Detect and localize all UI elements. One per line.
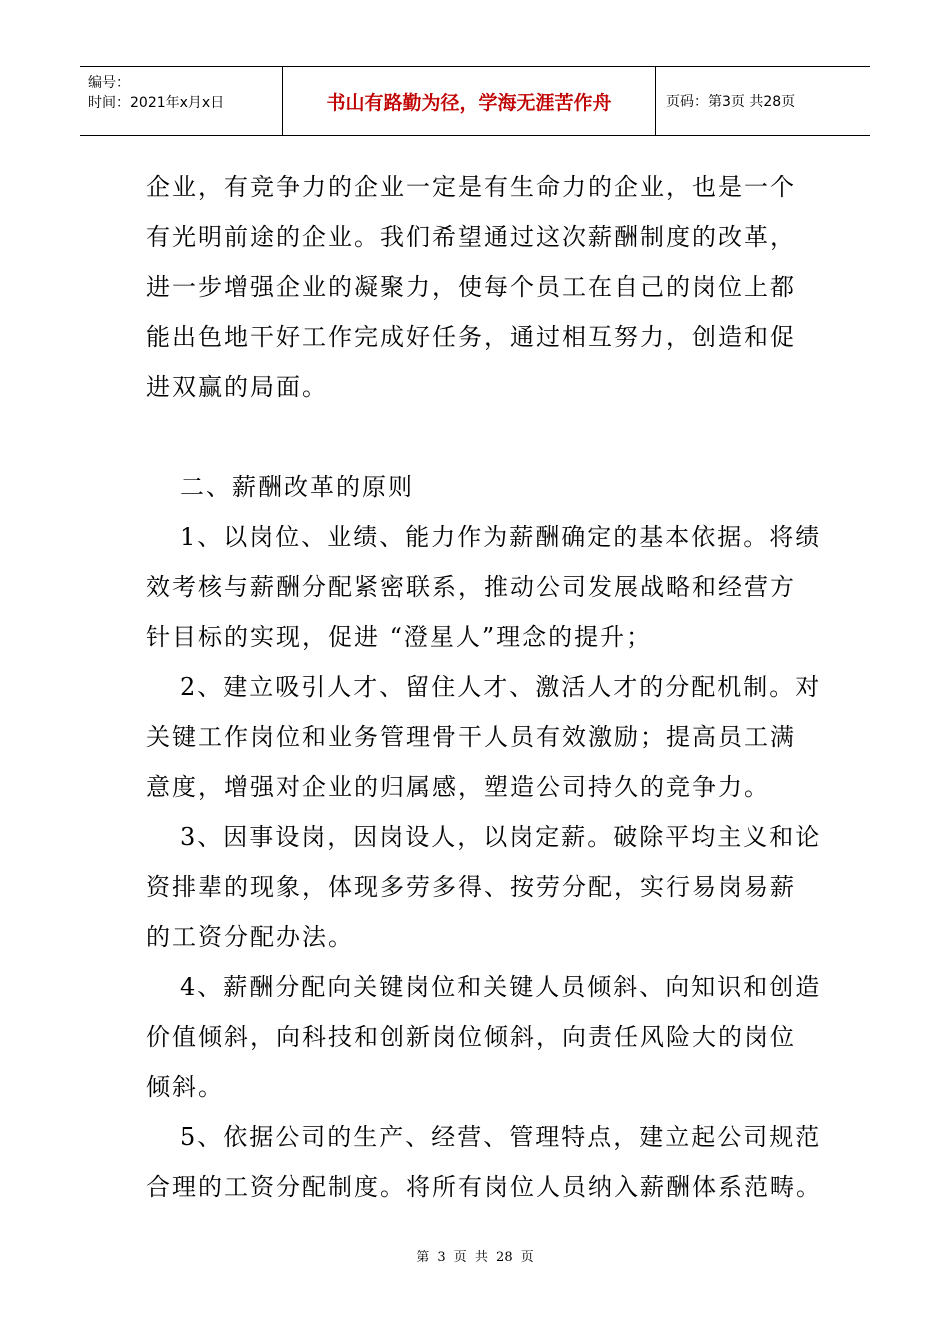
body-line: 企业，有竞争力的企业一定是有生命力的企业，也是一个 bbox=[146, 173, 796, 201]
section-heading: 二、薪酬改革的原则 bbox=[180, 473, 414, 501]
header-page-info: 页码：第3页 共28页 bbox=[666, 94, 796, 110]
page-footer bbox=[0, 1246, 950, 1265]
header-motto-cell bbox=[282, 67, 656, 135]
principle-2-line: 关键工作岗位和业务管理骨干人员有效激励；提高员工满 bbox=[146, 723, 796, 751]
paragraph-gap bbox=[146, 412, 816, 462]
principle-1-line: 针目标的实现，促进 “澄星人”理念的提升； bbox=[146, 623, 653, 651]
body-line: 进双赢的局面。 bbox=[146, 373, 328, 401]
header-page-cell bbox=[656, 67, 870, 135]
principle-3-line: 的工资分配办法。 bbox=[146, 923, 354, 951]
principle-1-line: 效考核与薪酬分配紧密联系，推动公司发展战略和经营方 bbox=[146, 573, 796, 601]
principle-3-line: 资排辈的现象，体现多劳多得、按劳分配，实行易岗易薪 bbox=[146, 873, 796, 901]
motto-text: 书山有路勤为径，学海无涯苦作舟 bbox=[326, 91, 612, 114]
body-content bbox=[146, 162, 822, 1212]
principle-3-line: 3、因事设岗，因岗设人，以岗定薪。破除平均主义和论 bbox=[180, 823, 822, 851]
principle-5-line: 5、依据公司的生产、经营、管理特点，建立起公司规范 bbox=[180, 1123, 822, 1151]
principle-4-line: 4、薪酬分配向关键岗位和关键人员倾斜、向知识和创造 bbox=[180, 973, 822, 1001]
page-header bbox=[80, 66, 870, 136]
body-line: 有光明前途的企业。我们希望通过这次薪酬制度的改革， bbox=[146, 223, 796, 251]
footer-page-number: 第 3 页 共 28 页 bbox=[416, 1250, 534, 1265]
header-meta-cell bbox=[80, 67, 282, 135]
principle-4-line: 价值倾斜，向科技和创新岗位倾斜，向责任风险大的岗位 bbox=[146, 1023, 796, 1051]
body-line: 进一步增强企业的凝聚力，使每个员工在自己的岗位上都 bbox=[146, 273, 796, 301]
serial-number-label: 编号： bbox=[88, 75, 130, 91]
principle-2-line: 意度，增强对企业的归属感，塑造公司持久的竞争力。 bbox=[146, 773, 770, 801]
principle-5-line: 合理的工资分配制度。将所有岗位人员纳入薪酬体系范畴。 bbox=[146, 1173, 822, 1201]
principle-1-line: 1、以岗位、业绩、能力作为薪酬确定的基本依据。将绩 bbox=[180, 523, 822, 551]
date-label: 时间：2021年x月x日 bbox=[88, 95, 225, 111]
body-line: 能出色地干好工作完成好任务，通过相互努力，创造和促 bbox=[146, 323, 796, 351]
principle-4-line: 倾斜。 bbox=[146, 1073, 224, 1101]
principle-2-line: 2、建立吸引人才、留住人才、激活人才的分配机制。对 bbox=[180, 673, 822, 701]
